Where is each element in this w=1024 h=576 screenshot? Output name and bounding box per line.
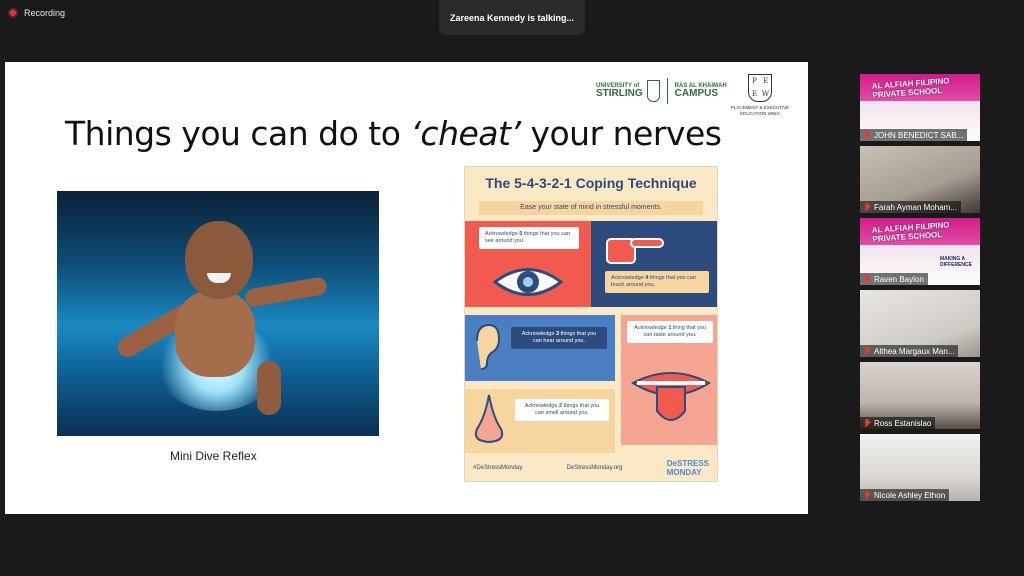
mic-muted-icon	[864, 131, 871, 140]
recording-label: Recording	[24, 8, 66, 18]
participant-name: Althea Margaux Man...	[874, 346, 955, 356]
shared-slide	[5, 62, 808, 514]
record-icon	[8, 8, 18, 18]
school-tagline: MAKING A DIFFERENCE	[940, 256, 972, 268]
title-part: your nerves	[520, 114, 722, 153]
step-see	[465, 221, 591, 307]
shield-letter: P	[752, 77, 757, 85]
recording-indicator[interactable]	[8, 8, 65, 18]
participant-nameplate	[860, 273, 928, 285]
mic-muted-icon	[864, 419, 871, 428]
participant-tile[interactable]	[860, 218, 980, 285]
logo-uni-line1: UNIVERSITY of	[596, 82, 640, 89]
step-smell	[465, 389, 615, 453]
active-speaker-banner	[439, 0, 585, 35]
mic-muted-icon	[864, 275, 871, 284]
participant-nameplate	[860, 345, 958, 357]
pee-logo	[725, 74, 795, 117]
participant-nameplate	[860, 489, 949, 501]
infographic-subtitle: Ease your state of mind in stressful moments.	[479, 201, 703, 215]
pee-caption: PLACEMENT & EXECUTIVE EDUCATION WING	[730, 105, 790, 116]
participant-name: Nicole Ashley Ethon	[874, 490, 946, 500]
mic-muted-icon	[864, 491, 871, 500]
slide-title	[65, 114, 721, 153]
title-emphasis: ‘cheat’	[410, 114, 521, 153]
title-part: Things you can do to	[65, 114, 411, 153]
shield-letter: W	[761, 90, 770, 98]
site-text: DeStressMonday.org	[566, 465, 623, 471]
step-hear	[465, 315, 615, 381]
university-logo	[596, 78, 727, 104]
pointing-hand-icon	[605, 231, 665, 267]
active-speaker-label: Zareena Kennedy is talking...	[449, 12, 575, 23]
school-banner: AL ALFIAH FILIPINO PRIVATE SCHOOL	[871, 76, 950, 100]
infographic-footer	[473, 459, 709, 477]
participant-tile[interactable]	[860, 74, 980, 141]
shield-letter: E	[751, 90, 758, 98]
baby-photo	[57, 191, 379, 436]
participant-tile[interactable]	[860, 146, 980, 213]
participant-name: Farah Ayman Moham...	[874, 202, 957, 212]
shield-letter: E	[762, 77, 769, 85]
logo-uni-line2: STIRLING	[596, 88, 643, 100]
infographic-title: The 5-4-3-2-1 Coping Technique	[485, 175, 697, 191]
eye-icon	[493, 263, 563, 301]
logo-divider	[667, 78, 668, 104]
step-see-text: Acknowledge 5 things that you can see around you.	[479, 227, 579, 249]
ear-icon	[471, 323, 501, 371]
nose-icon	[471, 393, 507, 445]
step-hear-text: Acknowledge 3 things that you can hear around you.	[511, 327, 607, 349]
participant-tile[interactable]	[860, 434, 980, 501]
mic-muted-icon	[864, 347, 871, 356]
step-touch-text: Acknowledge 4 things that you can touch around you.	[605, 271, 709, 293]
participant-name: Raven Baylon	[874, 274, 924, 284]
shield-icon	[748, 74, 772, 102]
photo-caption: Mini Dive Reflex	[170, 449, 257, 463]
mic-muted-icon	[864, 203, 871, 212]
step-smell-text: Acknowledge 2 things that you can smell around you.	[515, 399, 609, 421]
participant-tile[interactable]	[860, 362, 980, 429]
participant-name: JOHN BENEDICT SAB...	[874, 130, 964, 140]
step-touch	[591, 221, 718, 307]
mouth-icon	[631, 367, 711, 431]
destress-logo: DeSTRESS MONDAY	[666, 459, 709, 477]
step-taste	[621, 315, 718, 445]
coping-infographic	[464, 166, 718, 482]
step-taste-text: Acknowledge 1 thing that you can taste around you.	[627, 321, 713, 343]
participant-nameplate	[860, 201, 961, 213]
hashtag-text: #DeStressMonday	[473, 465, 523, 471]
school-banner: AL ALFIAH FILIPINO PRIVATE SCHOOL	[871, 220, 950, 244]
logo-campus-line1: RAS AL KHAIMAH	[674, 82, 727, 89]
participant-nameplate	[860, 129, 967, 141]
participant-nameplate	[860, 417, 935, 429]
participant-name: Ross Estanislao	[874, 418, 932, 428]
crest-icon	[647, 80, 660, 102]
participant-tile[interactable]	[860, 290, 980, 357]
logo-campus-line2: CAMPUS	[674, 88, 719, 100]
